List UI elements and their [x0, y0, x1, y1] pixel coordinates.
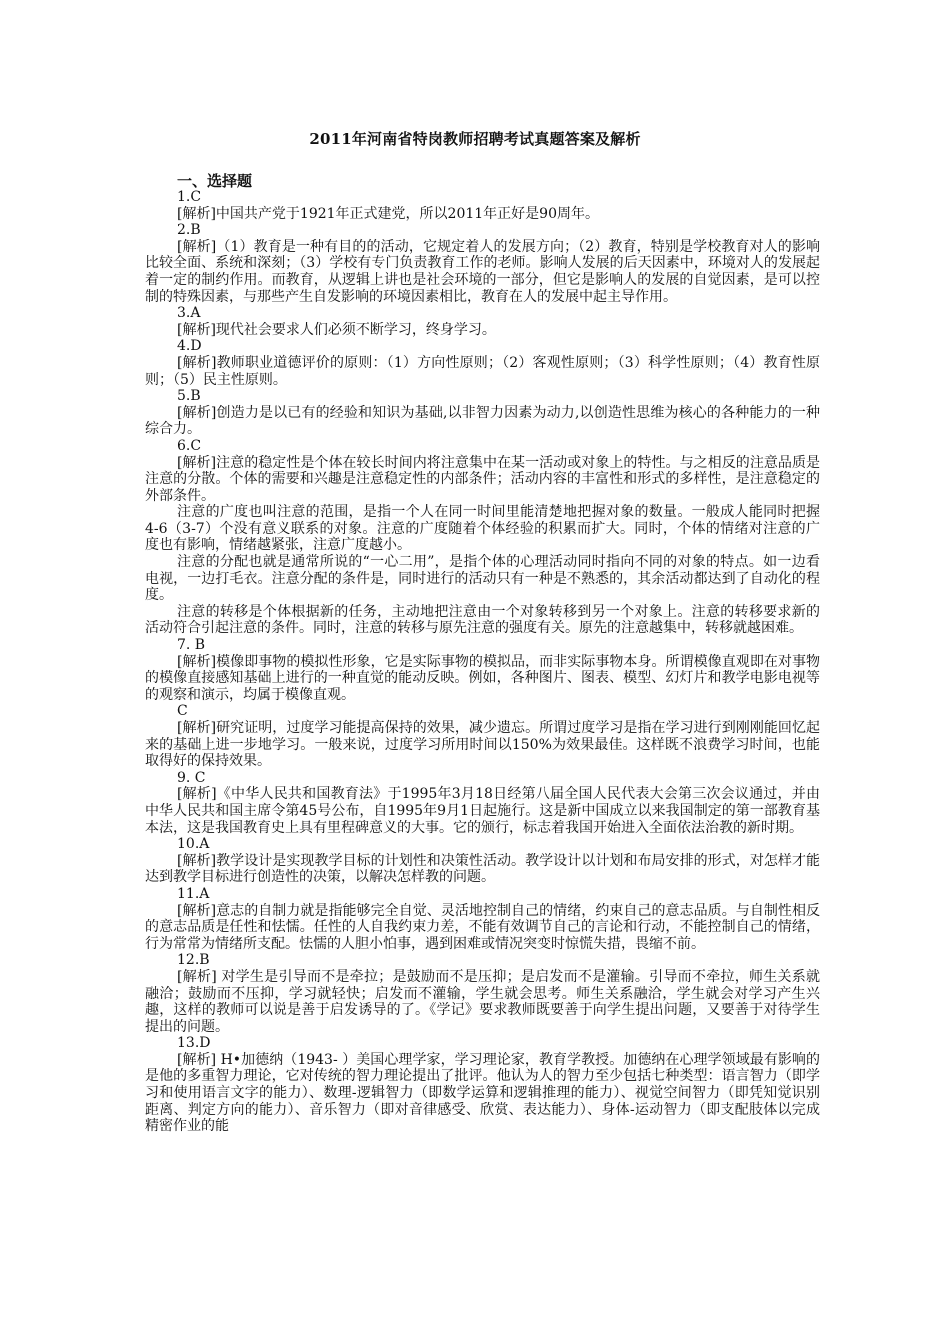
section-heading: 一、选择题 [177, 172, 253, 190]
paragraph: [解析]注意的稳定性是个体在较长时间内将注意集中在某一活动或对象上的特性。与之相反的注意品质是注意的分散。个体的需要和兴趣是注意稳定性的内部条件；活动内容的丰富性和形式的多样性，是注意稳定的外部条件。 [145, 454, 820, 504]
paragraph: 4.D [177, 338, 202, 355]
paragraph: [解析]现代社会要求人们必须不断学习，终身学习。 [177, 321, 496, 338]
paragraph: 2.B [177, 222, 201, 239]
paragraph: [解析]创造力是以已有的经验和知识为基础,以非智力因素为动力,以创造性思维为核心的各种能力的一种综合力。 [145, 404, 820, 438]
paragraph: 1.C [177, 189, 202, 205]
paragraph: 10.A [177, 836, 210, 853]
paragraph: [解析]（1）教育是一种有目的的活动，它规定着人的发展方向；（2）教育，特别是学校教育对人的影响比较全面、系统和深刻；（3）学校有专门负责教育工作的老师。影响人发展的后天因素中，环境对人的发展起着一定的制约作用。而教育，从逻辑上讲也是社会环境的一部分，但它是影响人的发展的自觉因素，是可以控制的特殊因素，与那些产生自发影响的环境因素相比，教育在人的发展中起主导作用。 [145, 238, 820, 305]
document-body [145, 189, 820, 1135]
paragraph: [解析]中国共产党于1921年正式建党，所以2011年正好是90周年。 [177, 205, 599, 222]
paragraph: 注意的转移是个体根据新的任务，主动地把注意由一个对象转移到另一个对象上。注意的转移要求新的活动符合引起注意的条件。同时，注意的转移与原先注意的强度有关。原先的注意越集中，转移就越困难。 [145, 603, 820, 637]
paragraph: [解析]《中华人民共和国教育法》于1995年3月18日经第八届全国人民代表大会第三次会议通过，并由中华人民共和国主席令第45号公布，自1995年9月1日起施行。这是新中国成立以来我国制定的第一部教育基本法，这是我国教育史上具有里程碑意义的大事。它的颁行，标志着我国开始进入全面依法治教的新时期。 [145, 786, 820, 836]
paragraph: [解析]意志的自制力就是指能够完全自觉、灵活地控制自己的情绪，约束自己的意志品质。与自制性相反的意志品质是任性和怯懦。任性的人自我约束力差，不能有效调节自己的言论和行动，不能控制自己的情绪，行为常常为情绪所支配。怯懦的人胆小怕事，遇到困难或情况突变时惊慌失措，畏缩不前。 [145, 902, 820, 952]
paragraph: 注意的分配也就是通常所说的“一心二用”，是指个体的心理活动同时指向不同的对象的特点。如一边看电视，一边打毛衣。注意分配的条件是，同时进行的活动只有一种是不熟悉的，其余活动都达到了自动化的程度。 [145, 554, 820, 604]
paragraph: C [177, 703, 188, 720]
paragraph: 12.B [177, 952, 210, 969]
paragraph: 3.A [177, 305, 201, 322]
paragraph: [解析]模像即事物的模拟性形象，它是实际事物的模拟品，而非实际事物本身。所谓模像直观即在对事物的模像直接感知基础上进行的一种直觉的能动反映。例如，各种图片、图表、模型、幻灯片和教学电影电视等的观察和演示，均属于模像直观。 [145, 653, 820, 703]
page-title: 2011年河南省特岗教师招聘考试真题答案及解析 [309, 130, 641, 148]
paragraph: 7. B [177, 637, 206, 654]
paragraph: 5.B [177, 388, 201, 405]
paragraph: 11.A [177, 885, 210, 902]
paragraph: 13.D [177, 1035, 211, 1052]
paragraph: [解析]教师职业道德评价的原则：（1）方向性原则；（2）客观性原则；（3）科学性原则；（4）教育性原则；（5）民主性原则。 [145, 354, 820, 388]
paragraph: 9. C [177, 769, 206, 786]
paragraph: [解析] 对学生是引导而不是牵拉；是鼓励而不是压抑；是启发而不是灌输。引导而不牵拉，师生关系就融洽；鼓励而不压抑，学习就轻快；启发而不灌输，学生就会思考。师生关系融洽，学生就会对学习产生兴趣，这样的教师可以说是善于启发诱导的了。《学记》要求教师既要善于向学生提出问题，又要善于对待学生提出的问题。 [145, 968, 820, 1035]
paragraph: [解析] H•加德纳（1943- ）美国心理学家，学习理论家，教育学教授。加德纳在心理学领域最有影响的是他的多重智力理论，它对传统的智力理论提出了批评。他认为人的智力至少包括七种类型：语言智力（即学习和使用语言文字的能力）、数理-逻辑智力（即数学运算和逻辑推理的能力）、视觉空间智力（即凭知觉识别距离、判定方向的能力）、音乐智力（即对音律感受、欣赏、表达能力）、身体-运动智力（即支配肢体以完成精密作业的能 [145, 1051, 820, 1135]
paragraph: 6.C [177, 437, 202, 454]
paragraph: [解析]教学设计是实现教学目标的计划性和决策性活动。教学设计以计划和布局安排的形式，对怎样才能达到教学目标进行创造性的决策，以解决怎样教的问题。 [145, 852, 820, 886]
paragraph: [解析]研究证明，过度学习能提高保持的效果，减少遗忘。所谓过度学习是指在学习进行到刚刚能回忆起来的基础上进一步地学习。一般来说，过度学习所用时间以150%为效果最佳。这样既不浪费学习时间，也能取得好的保持效果。 [145, 720, 820, 770]
paragraph: 注意的广度也叫注意的范围，是指一个人在同一时间里能清楚地把握对象的数量。一般成人能同时把握4-6（3-7）个没有意义联系的对象。注意的广度随着个体经验的积累而扩大。同时，个体的情绪对注意的广度也有影响，情绪越紧张，注意广度越小。 [145, 504, 820, 554]
